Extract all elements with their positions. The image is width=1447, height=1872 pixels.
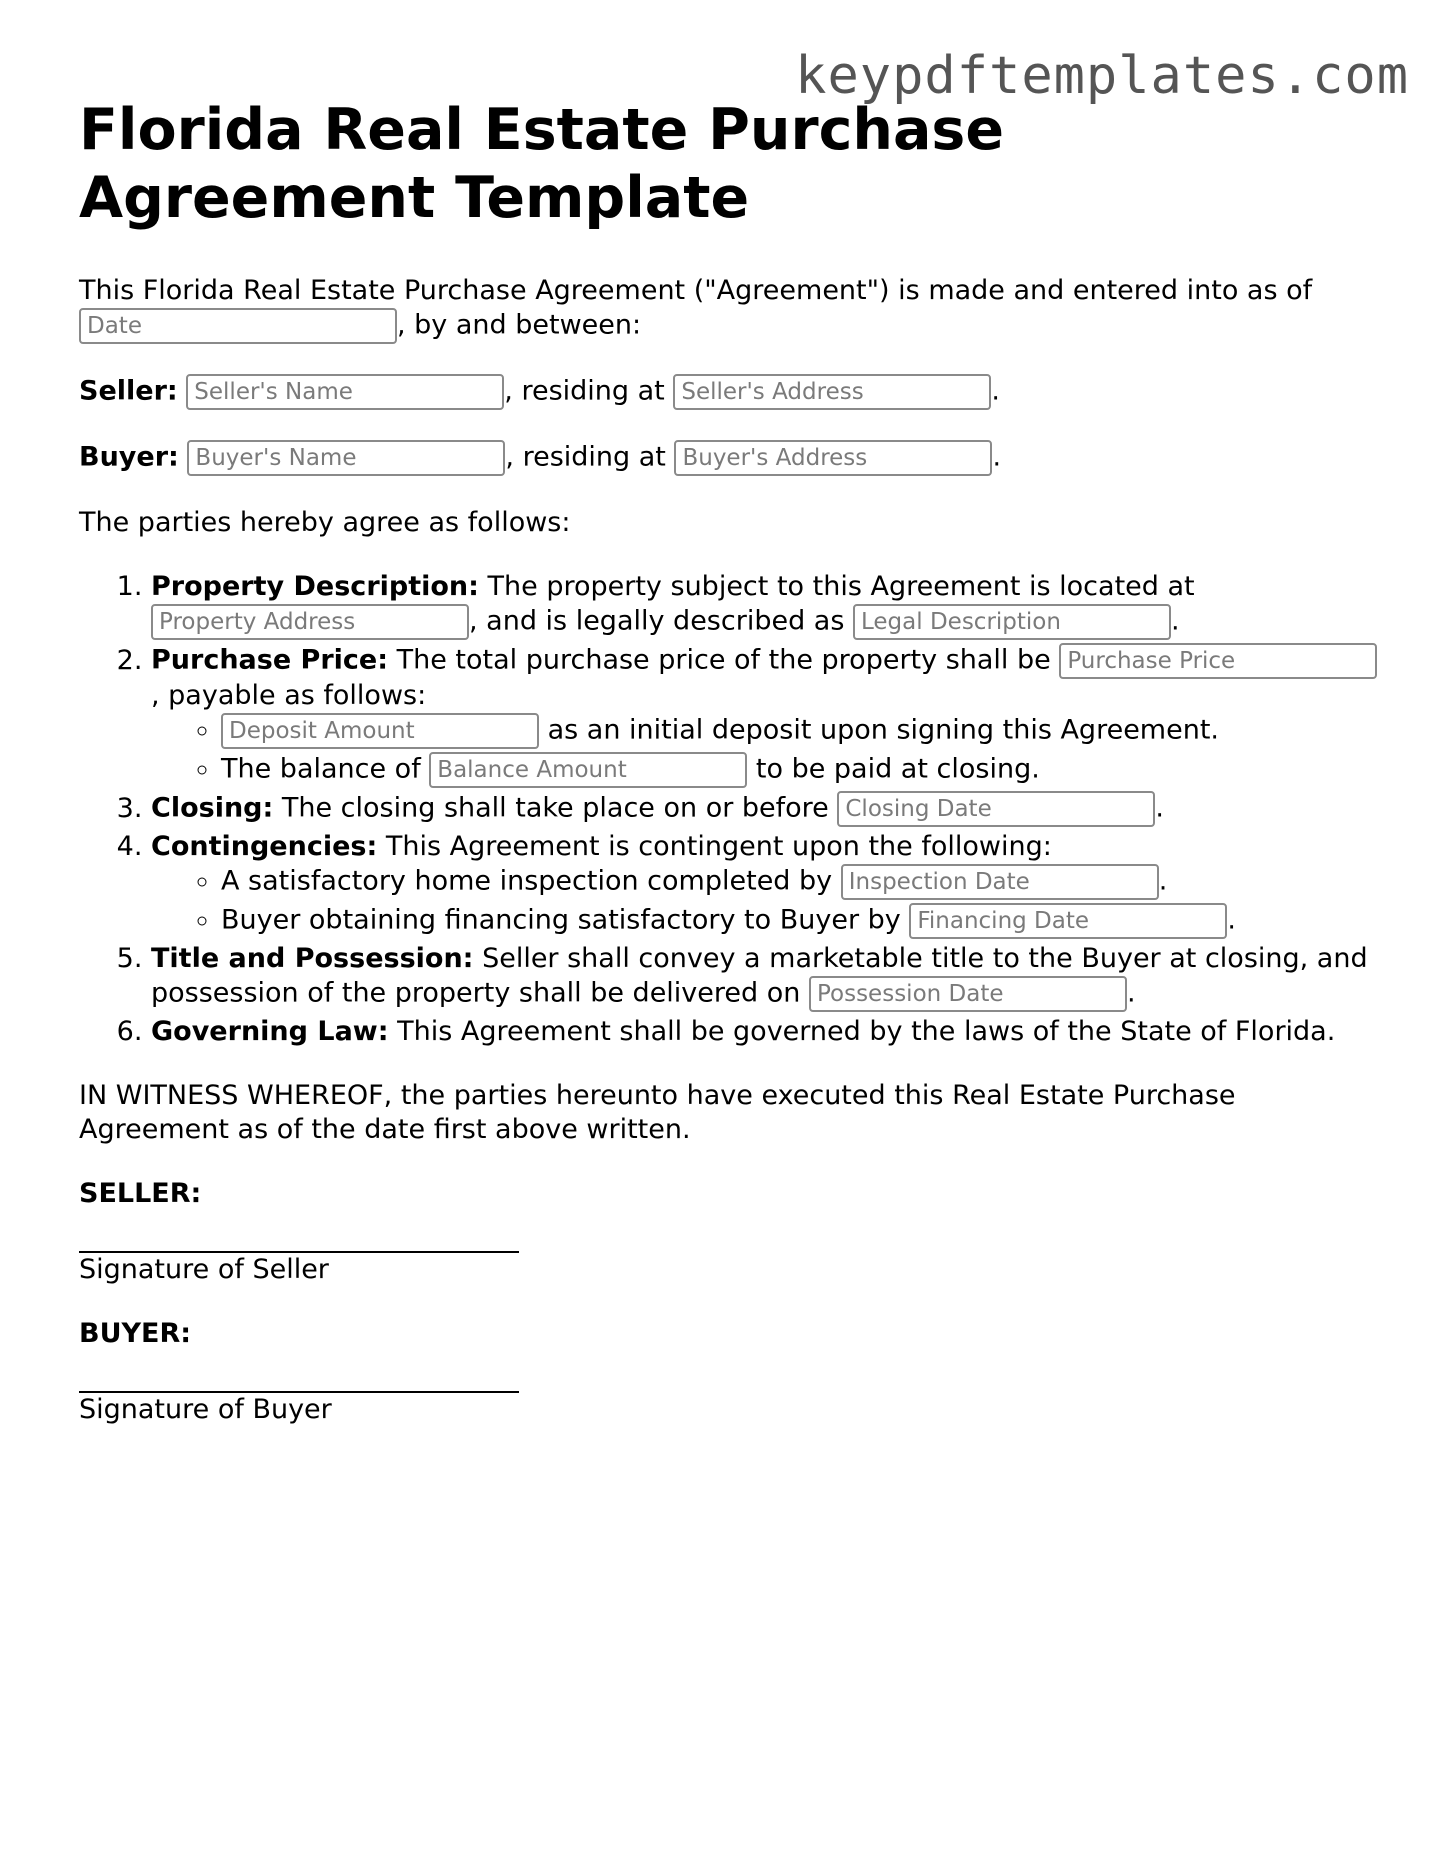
purchase-price-input[interactable] — [1059, 643, 1377, 679]
intro-paragraph — [79, 274, 1379, 344]
term-text: This Agreement is contingent upon the following: — [377, 831, 1052, 862]
term-text: , and is legally described as — [469, 605, 853, 637]
buyer-end: . — [992, 441, 1002, 473]
term-text: The closing shall take place on or before — [273, 792, 838, 824]
buyer-signature-block — [79, 1317, 1379, 1427]
term-title-possession — [151, 942, 1379, 1012]
intro-text-after: , by and between: — [397, 309, 642, 341]
legal-description-input[interactable] — [853, 604, 1171, 640]
term-end: . — [1155, 792, 1164, 824]
term-text: The total purchase price of the property shall be — [388, 644, 1060, 676]
inspection-text: A satisfactory home inspection completed by — [221, 865, 841, 897]
term-text: The property subject to this Agreement is located at — [478, 571, 1195, 602]
seller-address-input[interactable] — [673, 374, 991, 410]
intro-text: This Florida Real Estate Purchase Agreement ("Agreement") is made and entered into as of — [79, 275, 1313, 306]
term-heading: Title and Possession: — [151, 943, 474, 974]
witness-paragraph: IN WITNESS WHEREOF, the parties hereunto have executed this Real Estate Purchase Agreement as of the date first above written. — [79, 1080, 1236, 1145]
seller-residing-text: , residing at — [504, 375, 674, 407]
buyer-name-input[interactable] — [187, 440, 505, 476]
term-contingencies — [151, 830, 1379, 939]
seller-signature-label: SELLER: — [79, 1178, 202, 1209]
contingency-financing — [221, 903, 1379, 939]
inspection-date-input[interactable] — [841, 864, 1159, 900]
term-property — [151, 570, 1379, 640]
deposit-amount-input[interactable] — [221, 713, 539, 749]
buyer-residing-text: , residing at — [505, 441, 675, 473]
buyer-line — [79, 440, 1379, 476]
deposit-text: as an initial deposit upon signing this Agreement. — [539, 714, 1219, 746]
term-text: This Agreement shall be governed by the laws of the State of Florida. — [388, 1016, 1336, 1047]
financing-text: Buyer obtaining financing satisfactory to Buyer by — [221, 904, 910, 936]
page-title: Florida Real Estate Purchase Agreement Template — [79, 97, 1004, 231]
watermark: keypdftemplates.com — [795, 46, 1409, 106]
seller-end: . — [991, 375, 1000, 407]
balance-text: The balance of — [221, 753, 430, 785]
term-text: , payable as follows: — [151, 680, 427, 711]
property-address-input[interactable] — [151, 604, 469, 640]
buyer-signature-line[interactable] — [79, 1357, 519, 1393]
seller-label: Seller: — [79, 375, 178, 407]
seller-signature-caption: Signature of Seller — [79, 1254, 329, 1285]
seller-name-input[interactable] — [186, 374, 504, 410]
buyer-address-input[interactable] — [674, 440, 992, 476]
term-heading: Purchase Price: — [151, 644, 389, 676]
payment-balance — [221, 752, 1379, 788]
financing-date-input[interactable] — [909, 903, 1227, 939]
term-heading: Property Description: — [151, 571, 479, 602]
term-heading: Closing: — [151, 792, 274, 824]
payment-list — [151, 713, 1379, 788]
terms-list — [79, 570, 1379, 1049]
term-governing-law — [151, 1015, 1379, 1049]
buyer-label: Buyer: — [79, 441, 179, 473]
term-end: . — [1158, 865, 1168, 897]
contingency-inspection — [221, 864, 1379, 900]
term-closing — [151, 791, 1379, 827]
term-end: . — [1171, 605, 1180, 637]
closing-date-input[interactable] — [837, 791, 1155, 827]
term-text: Seller shall convey a marketable title to the Buyer at closing, and possession of the property shall be delivered on — [151, 943, 1368, 1009]
seller-signature-line[interactable] — [79, 1217, 519, 1253]
possession-date-input[interactable] — [809, 976, 1127, 1012]
term-end: . — [1126, 977, 1136, 1009]
buyer-signature-label: BUYER: — [79, 1318, 192, 1349]
date-input[interactable] — [79, 308, 397, 344]
balance-text-after: to be paid at closing. — [747, 753, 1040, 785]
term-end: . — [1227, 904, 1236, 936]
agree-text: The parties hereby agree as follows: — [79, 507, 571, 538]
seller-signature-block — [79, 1177, 1379, 1287]
term-price — [151, 643, 1379, 788]
document-body — [79, 96, 1379, 1433]
seller-line — [79, 374, 1379, 410]
term-heading: Governing Law: — [151, 1016, 389, 1047]
balance-amount-input[interactable] — [429, 752, 747, 788]
contingency-list — [151, 864, 1379, 939]
term-heading: Contingencies: — [151, 831, 378, 862]
buyer-signature-caption: Signature of Buyer — [79, 1394, 332, 1425]
payment-deposit — [221, 713, 1379, 749]
